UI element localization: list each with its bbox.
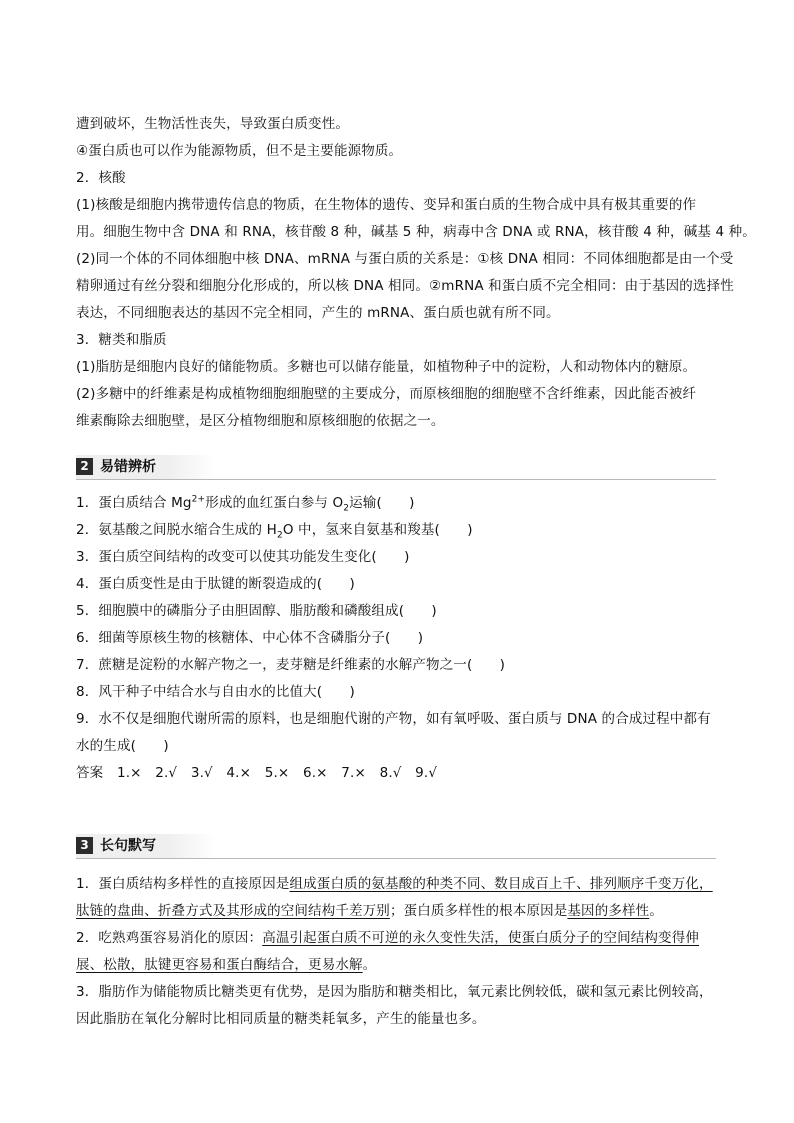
- question-5: 5．细胞膜中的磷脂分子由胆固醇、脂肪酸和磷酸组成( ): [76, 603, 437, 619]
- sentence-text: 1．蛋白质结构多样性的直接原因是: [76, 876, 290, 892]
- underlined-answer: 组成蛋白质的氨基酸的种类不同、数目成百上千、排列顺序千变万化，: [289, 876, 713, 892]
- underlined-answer: 肽链的盘曲、折叠方式及其形成的空间结构千差万别: [76, 903, 390, 919]
- knowledge-line-1: 遭到破坏，生物活性丧失，导致蛋白质变性。: [76, 116, 349, 132]
- question-text: O 中，氢来自氨基和羧基( ): [282, 522, 473, 538]
- sentence-text: ；蛋白质多样性的根本原因是: [389, 903, 568, 919]
- question-8: 8．风干种子中结合水与自由水的比值大( ): [76, 684, 355, 700]
- heading-sugars-lipids: 3．糖类和脂质: [76, 332, 167, 348]
- question-4: 4．蛋白质变性是由于肽键的断裂造成的( ): [76, 576, 355, 592]
- question-3: 3．蛋白质空间结构的改变可以使其功能发生变化( ): [76, 549, 410, 565]
- underlined-answer: 展、松散，肽键更容易和蛋白酶结合，更易水解: [76, 957, 363, 973]
- sentence-text: 2．吃熟鸡蛋容易消化的原因：: [76, 930, 263, 946]
- knowledge-line-5: 用。细胞生物中含 DNA 和 RNA，核苷酸 8 种，碱基 5 种，病毒中含 DNA 或 RNA，核苷酸 4 种，碱基 4 种。: [76, 224, 756, 240]
- underlined-answer: 基因的多样性: [567, 903, 650, 919]
- sentence-3-line-2: 因此脂肪在氧化分解时比相同质量的糖类耗氧多，产生的能量也多。: [76, 1011, 486, 1027]
- subscript: 2: [276, 530, 283, 541]
- question-text: 运输( ): [349, 495, 415, 511]
- knowledge-line-7: 精卵通过有丝分裂和细胞分化形成的，所以核 DNA 相同。②mRNA 和蛋白质不完全相同：由于基因的选择性: [76, 278, 734, 294]
- knowledge-line-4: (1)核酸是细胞内携带遗传信息的物质，在生物体的遗传、变异和蛋白质的生物合成中具有极其重要的作: [76, 197, 697, 213]
- question-2: [76, 520, 726, 540]
- sentence-3-line-1: 3．脂肪作为储能物质比糖类更有优势，是因为脂肪和糖类相比，氧元素比例较低，碳和氢元素比例较高，: [76, 984, 713, 1000]
- superscript: 2+: [191, 494, 206, 505]
- question-text: 形成的血红蛋白参与 O: [205, 495, 344, 511]
- question-text: 1．蛋白质结合 Mg: [76, 495, 192, 511]
- sentence-1-line-1: [76, 874, 726, 894]
- section-number-badge: 3: [76, 837, 93, 854]
- section-title: 长句默写: [100, 838, 156, 854]
- heading-nucleic-acid: 2．核酸: [76, 170, 126, 186]
- question-9-line-2: 水的生成( ): [76, 738, 169, 754]
- sentence-2-line-2: [76, 955, 726, 975]
- section-title: 易错辨析: [100, 459, 156, 475]
- knowledge-line-2: ④蛋白质也可以作为能源物质，但不是主要能源物质。: [76, 143, 403, 159]
- sentence-2-line-1: [76, 928, 726, 948]
- sentence-text: 。: [649, 903, 663, 919]
- question-6: 6．细菌等原核生物的核糖体、中心体不含磷脂分子( ): [76, 630, 424, 646]
- section-header-long-sentence: [76, 834, 716, 859]
- subscript: 2: [343, 503, 350, 514]
- section-header-error-analysis: [76, 455, 716, 480]
- sentence-1-line-2: [76, 901, 726, 921]
- knowledge-line-6: (2)同一个体的不同体细胞中核 DNA、mRNA 与蛋白质的关系是：①核 DNA 相同：不同体细胞都是由一个受: [76, 251, 734, 267]
- knowledge-line-10: (1)脂肪是细胞内良好的储能物质。多糖也可以储存能量，如植物种子中的淀粉，人和动物体内的糖原。: [76, 359, 697, 375]
- question-text: 2．氨基酸之间脱水缩合生成的 H: [76, 522, 277, 538]
- knowledge-line-12: 维素酶除去细胞壁，是区分植物细胞和原核细胞的依据之一。: [76, 413, 445, 429]
- answer-key: 答案 1.× 2.√ 3.√ 4.× 5.× 6.× 7.× 8.√ 9.√: [76, 765, 438, 781]
- knowledge-line-11: (2)多糖中的纤维素是构成植物细胞细胞壁的主要成分，而原核细胞的细胞壁不含纤维素，因此能否被纤: [76, 386, 697, 402]
- sentence-text: 。: [362, 957, 377, 973]
- question-1: [76, 493, 726, 513]
- question-7: 7．蔗糖是淀粉的水解产物之一，麦芽糖是纤维素的水解产物之一( ): [76, 657, 506, 673]
- knowledge-line-8: 表达，不同细胞表达的基因不完全相同，产生的 mRNA、蛋白质也就有所不同。: [76, 305, 560, 321]
- section-number-badge: 2: [76, 458, 93, 475]
- underlined-answer: 高温引起蛋白质不可逆的永久变性失活，使蛋白质分子的空间结构变得伸: [262, 930, 700, 946]
- question-9-line-1: 9．水不仅是细胞代谢所需的原料，也是细胞代谢的产物，如有氧呼吸、蛋白质与 DNA 的合成过程中都有: [76, 711, 711, 727]
